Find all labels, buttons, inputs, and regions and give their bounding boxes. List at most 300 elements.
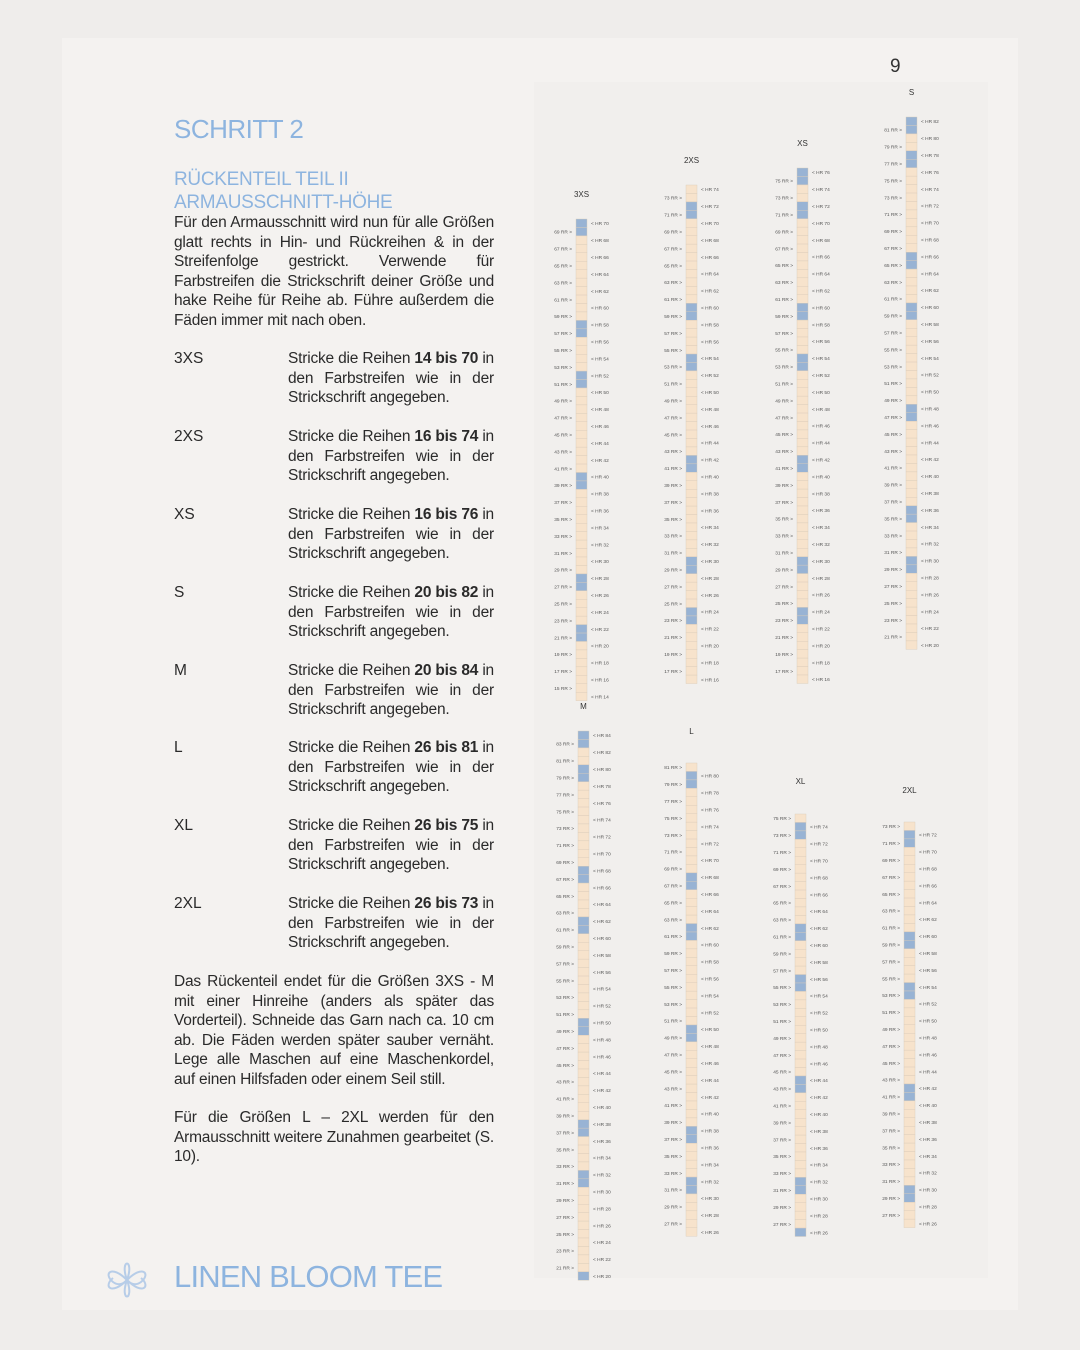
- chart-row-cell: [576, 599, 587, 607]
- right-side-row-label: < HR 38: [919, 1120, 937, 1126]
- chart-row-cell: [578, 1170, 589, 1178]
- chart-row-cell: [797, 405, 808, 413]
- chart-row-cell: [686, 439, 697, 447]
- wrong-side-row-label: 47 RR >: [884, 415, 902, 421]
- chart-row-cell: [906, 548, 917, 556]
- right-side-row-label: < HR 26: [919, 1222, 937, 1228]
- chart-row-cell: [686, 667, 697, 675]
- right-side-row-label: < HR 50: [921, 390, 939, 396]
- wrong-side-row-label: 37 RR >: [773, 1138, 791, 1144]
- wrong-side-row-label: 35 RR >: [773, 1155, 791, 1161]
- right-side-row-label: < HR 78: [593, 784, 611, 790]
- chart-row-cell: [906, 337, 917, 345]
- chart-row-cell: [906, 202, 917, 210]
- chart-row-cell: [797, 599, 808, 607]
- chart-row-cell: [686, 489, 697, 497]
- right-side-row-label: < HR 20: [701, 644, 719, 650]
- right-side-row-label: < HR 48: [810, 1045, 828, 1051]
- chart-row-cell: [906, 261, 917, 269]
- right-side-row-label: < HR 50: [812, 390, 830, 396]
- chart-row-cell: [904, 983, 915, 991]
- chart-row-cell: [578, 1086, 589, 1094]
- chart-row-cell: [904, 923, 915, 931]
- chart-row-cell: [797, 481, 808, 489]
- chart-row-cell: [795, 1059, 806, 1067]
- wrong-side-row-label: 37 RR >: [775, 500, 793, 506]
- right-side-row-label: < HR 52: [701, 374, 719, 380]
- chart-row-cell: [795, 1084, 806, 1092]
- chart-row-cell: [576, 354, 587, 362]
- wrong-side-row-label: 77 RR >: [884, 162, 902, 168]
- chart-size-label: XL: [795, 777, 806, 786]
- right-side-row-label: < HR 48: [919, 1036, 937, 1042]
- chart-row-cell: [904, 873, 915, 881]
- right-side-row-label: < HR 74: [810, 825, 828, 831]
- chart-row-cell: [578, 1255, 589, 1263]
- stripe-chart-s: [884, 88, 939, 649]
- right-side-row-label: < HR 36: [701, 1146, 719, 1152]
- right-side-row-label: < HR 36: [919, 1137, 937, 1143]
- chart-row-cell: [904, 957, 915, 965]
- right-side-row-label: < HR 66: [701, 255, 719, 261]
- chart-row-cell: [576, 346, 587, 354]
- wrong-side-row-label: 53 RR >: [664, 1002, 682, 1008]
- right-side-row-label: < HR 24: [593, 1241, 611, 1247]
- right-side-row-label: < HR 32: [701, 543, 719, 549]
- chart-row-cell: [576, 532, 587, 540]
- wrong-side-row-label: 51 RR >: [884, 382, 902, 388]
- wrong-side-row-label: 27 RR >: [773, 1222, 791, 1228]
- wrong-side-row-label: 65 RR >: [556, 894, 574, 900]
- chart-row-cell: [795, 966, 806, 974]
- wrong-side-row-label: 67 RR >: [664, 884, 682, 890]
- right-side-row-label: < HR 50: [591, 391, 609, 397]
- wrong-side-row-label: 51 RR >: [775, 382, 793, 388]
- instruction-suffix: in den Farbstreifen wie in der Strickschrift angegeben.: [288, 584, 494, 640]
- chart-row-cell: [686, 763, 697, 771]
- chart-row-cell: [686, 540, 697, 548]
- right-side-row-label: < HR 48: [921, 407, 939, 413]
- right-side-row-label: < HR 22: [921, 627, 939, 633]
- right-side-row-label: < HR 28: [812, 576, 830, 582]
- wrong-side-row-label: 27 RR >: [882, 1213, 900, 1219]
- chart-row-cell: [797, 531, 808, 539]
- right-side-row-label: < HR 30: [593, 1190, 611, 1196]
- chart-row-cell: [904, 907, 915, 915]
- right-side-row-label: < HR 24: [812, 610, 830, 616]
- chart-row-cell: [576, 456, 587, 464]
- right-side-row-label: < HR 52: [810, 1011, 828, 1017]
- wrong-side-row-label: 39 RR >: [664, 483, 682, 489]
- chart-row-cell: [904, 932, 915, 940]
- right-side-row-label: < HR 28: [921, 576, 939, 582]
- chart-row-cell: [797, 650, 808, 658]
- chart-row-cell: [904, 1160, 915, 1168]
- chart-row-cell: [686, 413, 697, 421]
- wrong-side-row-label: 31 RR >: [775, 551, 793, 557]
- wrong-side-row-label: 61 RR >: [556, 928, 574, 934]
- chart-row-cell: [686, 624, 697, 632]
- row-range: 20 bis 84: [414, 662, 479, 679]
- chart-row-cell: [906, 303, 917, 311]
- right-side-row-label: < HR 68: [812, 238, 830, 244]
- instruction-suffix: in den Farbstreifen wie in der Strickschrift angegeben.: [288, 662, 494, 718]
- right-side-row-label: < HR 26: [812, 593, 830, 599]
- chart-row-cell: [576, 236, 587, 244]
- chart-row-cell: [906, 218, 917, 226]
- right-side-row-label: < HR 54: [919, 985, 937, 991]
- wrong-side-row-label: 33 RR >: [775, 534, 793, 540]
- right-side-row-label: < HR 34: [810, 1163, 828, 1169]
- right-side-row-label: < HR 72: [921, 204, 939, 210]
- chart-row-cell: [904, 1008, 915, 1016]
- chart-row-cell: [686, 771, 697, 779]
- right-side-row-label: < HR 36: [921, 508, 939, 514]
- chart-row-cell: [576, 363, 587, 371]
- right-side-row-label: < HR 58: [812, 323, 830, 329]
- size-label: 2XS: [174, 428, 204, 445]
- right-side-row-label: < HR 30: [591, 560, 609, 566]
- chart-row-cell: [686, 1160, 697, 1168]
- chart-row-cell: [578, 849, 589, 857]
- chart-row-cell: [904, 1092, 915, 1100]
- right-side-row-label: < HR 36: [701, 509, 719, 515]
- right-side-row-label: < HR 54: [701, 994, 719, 1000]
- chart-row-cell: [906, 573, 917, 581]
- brand-name: LINEN BLOOM TEE: [174, 1259, 443, 1294]
- chart-row-cell: [578, 875, 589, 883]
- right-side-row-label: < HR 42: [919, 1087, 937, 1093]
- chart-row-cell: [576, 396, 587, 404]
- wrong-side-row-label: 35 RR >: [882, 1146, 900, 1152]
- chart-row-cell: [797, 624, 808, 632]
- chart-row-cell: [906, 455, 917, 463]
- chart-row-cell: [578, 841, 589, 849]
- chart-row-cell: [904, 1143, 915, 1151]
- chart-row-cell: [686, 261, 697, 269]
- chart-row-cell: [795, 1051, 806, 1059]
- right-side-row-label: < HR 56: [812, 340, 830, 346]
- chart-row-cell: [797, 523, 808, 531]
- wrong-side-row-label: 39 RR >: [554, 484, 572, 490]
- chart-row-cell: [686, 565, 697, 573]
- chart-row-cell: [576, 447, 587, 455]
- chart-row-cell: [904, 1202, 915, 1210]
- chart-row-cell: [797, 210, 808, 218]
- chart-row-cell: [795, 1186, 806, 1194]
- chart-row-cell: [578, 807, 589, 815]
- chart-row-cell: [578, 1001, 589, 1009]
- right-side-row-label: < HR 40: [921, 475, 939, 481]
- right-side-row-label: < HR 38: [701, 1129, 719, 1135]
- chart-row-cell: [906, 311, 917, 319]
- right-side-row-label: < HR 68: [810, 876, 828, 882]
- size-label: M: [174, 662, 187, 679]
- chart-row-cell: [795, 1042, 806, 1050]
- chart-row-cell: [686, 848, 697, 856]
- row-range: 26 bis 81: [414, 739, 479, 756]
- right-side-row-label: < HR 66: [921, 255, 939, 261]
- chart-row-cell: [797, 565, 808, 573]
- chart-row-cell: [686, 1118, 697, 1126]
- wrong-side-row-label: 69 RR >: [884, 230, 902, 236]
- chart-row-cell: [795, 1211, 806, 1219]
- right-side-row-label: < HR 42: [591, 458, 609, 464]
- right-side-row-label: < HR 68: [919, 867, 937, 873]
- right-side-row-label: < HR 66: [593, 886, 611, 892]
- chart-row-cell: [797, 202, 808, 210]
- chart-row-cell: [578, 993, 589, 1001]
- wrong-side-row-label: 63 RR >: [775, 281, 793, 287]
- wrong-side-row-label: 51 RR >: [554, 382, 572, 388]
- wrong-side-row-label: 75 RR >: [775, 179, 793, 185]
- chart-row-cell: [904, 1185, 915, 1193]
- wrong-side-row-label: 35 RR >: [664, 1154, 682, 1160]
- chart-row-cell: [795, 1101, 806, 1109]
- right-side-row-label: < HR 20: [921, 644, 939, 650]
- right-side-row-label: < HR 62: [812, 289, 830, 295]
- chart-row-cell: [904, 1025, 915, 1033]
- right-side-row-label: < HR 68: [701, 876, 719, 882]
- chart-row-cell: [578, 951, 589, 959]
- chart-row-cell: [686, 599, 697, 607]
- chart-size-label: 3XS: [573, 190, 590, 199]
- chart-row-cell: [686, 1109, 697, 1117]
- wrong-side-row-label: 65 RR >: [664, 264, 682, 270]
- chart-size-label: 2XL: [902, 786, 917, 795]
- right-side-row-label: < HR 74: [921, 187, 939, 193]
- chart-row-cell: [576, 405, 587, 413]
- wrong-side-row-label: 63 RR >: [773, 918, 791, 924]
- chart-row-cell: [904, 1109, 915, 1117]
- chart-row-cell: [906, 531, 917, 539]
- right-side-row-label: < HR 40: [812, 475, 830, 481]
- chart-row-cell: [576, 582, 587, 590]
- right-side-row-label: < HR 64: [812, 272, 830, 278]
- wrong-side-row-label: 51 RR >: [556, 1013, 574, 1019]
- right-side-row-label: < HR 22: [701, 627, 719, 633]
- right-side-row-label: < HR 32: [593, 1173, 611, 1179]
- wrong-side-row-label: 25 RR >: [554, 602, 572, 608]
- chart-row-cell: [576, 464, 587, 472]
- chart-row-cell: [797, 345, 808, 353]
- wrong-side-row-label: 55 RR >: [664, 985, 682, 991]
- wrong-side-row-label: 55 RR >: [664, 348, 682, 354]
- chart-row-cell: [576, 278, 587, 286]
- wrong-side-row-label: 45 RR >: [664, 433, 682, 439]
- wrong-side-row-label: 51 RR >: [664, 382, 682, 388]
- right-side-row-label: < HR 44: [591, 441, 609, 447]
- chart-row-cell: [906, 624, 917, 632]
- chart-row-cell: [686, 1126, 697, 1134]
- chart-row-cell: [686, 915, 697, 923]
- chart-row-cell: [795, 1152, 806, 1160]
- outro-paragraph-1: Das Rückenteil endet für die Größen 3XS - M mit einer Hinreihe (anders als später das Vorderteil). Schneide das Garn nach ca. 10 cm ab. Die Fäden werden später sauber vernäht. Lege alle Maschen auf eine Maschenkordel, auf einen Hilfsfaden oder einem Seil still.: [174, 973, 494, 1088]
- wrong-side-row-label: 23 RR >: [556, 1249, 574, 1255]
- chart-row-cell: [906, 607, 917, 615]
- right-side-row-label: < HR 30: [810, 1197, 828, 1203]
- chart-row-cell: [578, 1111, 589, 1119]
- chart-row-cell: [904, 1152, 915, 1160]
- wrong-side-row-label: 55 RR >: [556, 979, 574, 985]
- right-side-row-label: < HR 26: [701, 593, 719, 599]
- chart-row-cell: [686, 354, 697, 362]
- right-side-row-label: < HR 82: [921, 120, 939, 126]
- chart-row-cell: [578, 748, 589, 756]
- wrong-side-row-label: 21 RR >: [556, 1266, 574, 1272]
- right-side-row-label: < HR 62: [701, 926, 719, 932]
- chart-row-cell: [686, 633, 697, 641]
- wrong-side-row-label: 47 RR >: [882, 1044, 900, 1050]
- wrong-side-row-label: 59 RR >: [664, 952, 682, 958]
- chart-row-cell: [686, 658, 697, 666]
- chart-row-cell: [906, 641, 917, 649]
- chart-row-cell: [904, 839, 915, 847]
- chart-row-cell: [686, 1033, 697, 1041]
- chart-row-cell: [906, 430, 917, 438]
- chart-row-cell: [795, 873, 806, 881]
- chart-row-cell: [576, 295, 587, 303]
- chart-row-cell: [906, 371, 917, 379]
- wrong-side-row-label: 25 RR >: [884, 601, 902, 607]
- chart-row-cell: [797, 362, 808, 370]
- stripe-chart-m: [556, 702, 611, 1280]
- chart-row-cell: [906, 210, 917, 218]
- right-side-row-label: < HR 64: [919, 901, 937, 907]
- step-title: SCHRITT 2: [174, 114, 304, 144]
- chart-row-cell: [686, 422, 697, 430]
- right-side-row-label: < HR 30: [921, 559, 939, 565]
- right-side-row-label: < HR 28: [591, 577, 609, 583]
- chart-row-cell: [797, 227, 808, 235]
- chart-row-cell: [795, 890, 806, 898]
- chart-row-cell: [576, 633, 587, 641]
- wrong-side-row-label: 23 RR >: [884, 618, 902, 624]
- chart-row-cell: [797, 303, 808, 311]
- chart-row-cell: [906, 540, 917, 548]
- wrong-side-row-label: 65 RR >: [775, 264, 793, 270]
- chart-row-cell: [686, 1101, 697, 1109]
- wrong-side-row-label: 57 RR >: [882, 960, 900, 966]
- wrong-side-row-label: 67 RR >: [882, 875, 900, 881]
- chart-row-cell: [578, 1154, 589, 1162]
- stripe-chart-3xs: [554, 190, 609, 701]
- right-side-row-label: < HR 70: [921, 221, 939, 227]
- wrong-side-row-label: 27 RR >: [664, 585, 682, 591]
- chart-row-cell: [797, 675, 808, 683]
- chart-row-cell: [797, 286, 808, 294]
- wrong-side-row-label: 67 RR >: [775, 247, 793, 253]
- chart-row-cell: [686, 193, 697, 201]
- chart-row-cell: [686, 1135, 697, 1143]
- right-side-row-label: < HR 52: [921, 373, 939, 379]
- wrong-side-row-label: 29 RR >: [556, 1198, 574, 1204]
- chart-row-cell: [686, 1076, 697, 1084]
- chart-row-cell: [904, 1219, 915, 1227]
- right-side-row-label: < HR 32: [591, 543, 609, 549]
- right-side-row-label: < HR 64: [591, 272, 609, 278]
- chart-row-cell: [686, 1186, 697, 1194]
- chart-row-cell: [576, 625, 587, 633]
- wrong-side-row-label: 49 RR >: [664, 399, 682, 405]
- chart-row-cell: [686, 890, 697, 898]
- wrong-side-row-label: 59 RR >: [554, 315, 572, 321]
- chart-row-cell: [576, 616, 587, 624]
- chart-row-cell: [906, 125, 917, 133]
- wrong-side-row-label: 63 RR >: [884, 280, 902, 286]
- instruction-prefix: Stricke die Reihen: [288, 895, 415, 912]
- right-side-row-label: < HR 28: [810, 1214, 828, 1220]
- chart-row-cell: [906, 523, 917, 531]
- chart-row-cell: [578, 1221, 589, 1229]
- chart-row-cell: [797, 607, 808, 615]
- right-side-row-label: < HR 72: [593, 835, 611, 841]
- chart-row-cell: [576, 650, 587, 658]
- chart-row-cell: [795, 932, 806, 940]
- right-side-row-label: < HR 34: [591, 526, 609, 532]
- chart-row-cell: [904, 1194, 915, 1202]
- wrong-side-row-label: 43 RR >: [556, 1080, 574, 1086]
- chart-row-cell: [904, 940, 915, 948]
- chart-row-cell: [686, 991, 697, 999]
- chart-row-cell: [576, 489, 587, 497]
- chart-row-cell: [578, 925, 589, 933]
- right-side-row-label: < HR 54: [921, 356, 939, 362]
- chart-row-cell: [686, 219, 697, 227]
- chart-row-cell: [576, 523, 587, 531]
- chart-row-cell: [576, 244, 587, 252]
- wrong-side-row-label: 33 RR >: [554, 534, 572, 540]
- chart-row-cell: [904, 864, 915, 872]
- chart-row-cell: [686, 1008, 697, 1016]
- right-side-row-label: < HR 42: [812, 458, 830, 464]
- chart-row-cell: [797, 219, 808, 227]
- row-range: 14 bis 70: [414, 350, 479, 367]
- wrong-side-row-label: 71 RR >: [556, 844, 574, 850]
- chart-row-cell: [686, 523, 697, 531]
- size-label: 2XL: [174, 895, 202, 912]
- wrong-side-row-label: 73 RR >: [664, 196, 682, 202]
- chart-row-cell: [578, 1213, 589, 1221]
- right-side-row-label: < HR 50: [593, 1021, 611, 1027]
- chart-row-cell: [578, 1246, 589, 1254]
- chart-row-cell: [795, 941, 806, 949]
- chart-row-cell: [797, 379, 808, 387]
- right-side-row-label: < HR 72: [919, 833, 937, 839]
- right-side-row-label: < HR 28: [593, 1207, 611, 1213]
- chart-row-cell: [795, 924, 806, 932]
- chart-row-cell: [686, 864, 697, 872]
- wrong-side-row-label: 43 RR >: [884, 449, 902, 455]
- instruction-suffix: in den Farbstreifen wie in der Strickschrift angegeben.: [288, 817, 494, 873]
- wrong-side-row-label: 23 RR >: [554, 619, 572, 625]
- right-side-row-label: < HR 22: [591, 627, 609, 633]
- wrong-side-row-label: 23 RR >: [664, 619, 682, 625]
- right-side-row-label: < HR 36: [810, 1146, 828, 1152]
- size-label: 3XS: [174, 350, 204, 367]
- right-side-row-label: < HR 48: [701, 407, 719, 413]
- wrong-side-row-label: 57 RR >: [775, 331, 793, 337]
- wrong-side-row-label: 75 RR >: [664, 816, 682, 822]
- chart-row-cell: [576, 287, 587, 295]
- wrong-side-row-label: 49 RR >: [554, 399, 572, 405]
- right-side-row-label: < HR 52: [591, 374, 609, 380]
- right-side-row-label: < HR 26: [701, 1230, 719, 1236]
- chart-size-label: S: [908, 88, 915, 97]
- right-side-row-label: < HR 32: [921, 542, 939, 548]
- right-side-row-label: < HR 22: [593, 1258, 611, 1264]
- chart-row-cell: [686, 1211, 697, 1219]
